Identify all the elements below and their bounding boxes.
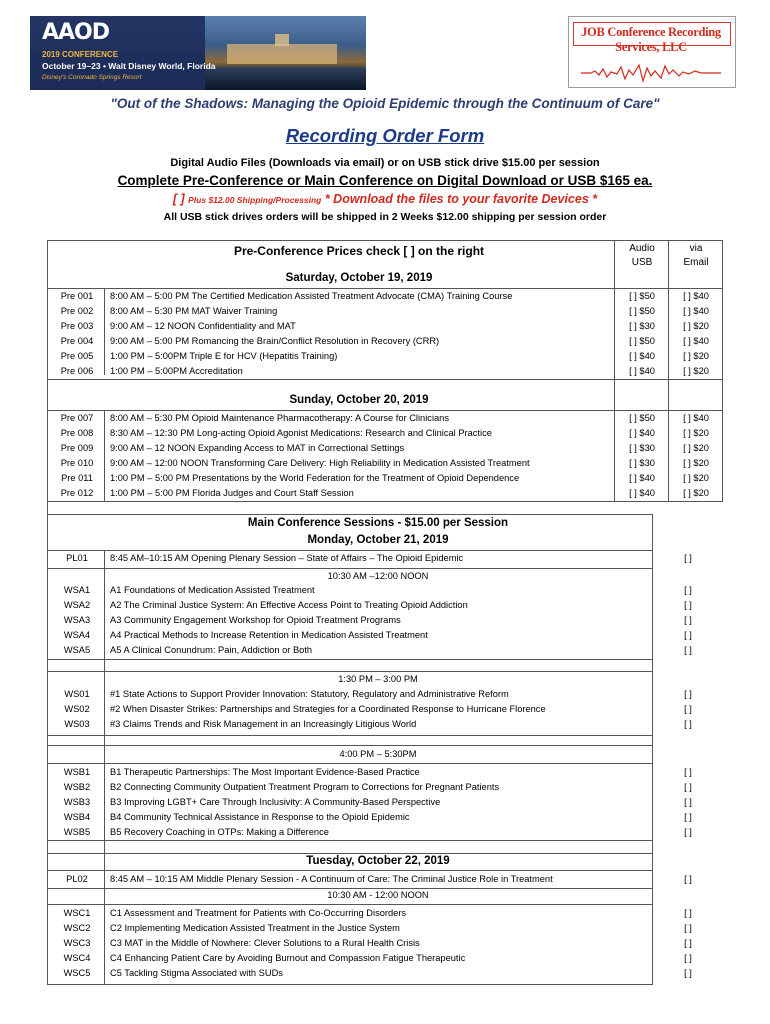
usb-price-checkbox[interactable]: [ ] $50 [629, 306, 655, 316]
session-description: 8:00 AM – 5:30 PM MAT Waiver Training [110, 306, 278, 316]
usb-price-checkbox[interactable]: [ ] $40 [629, 473, 655, 483]
session-description: A3 Community Engagement Workshop for Opioid Treatment Programs [110, 615, 401, 625]
session-description: B1 Therapeutic Partnerships: The Most Important Evidence-Based Practice [110, 767, 420, 777]
audio-usb-header: Audio USB [629, 243, 655, 268]
form-title: Recording Order Form [285, 125, 485, 146]
saturday-title: Saturday, October 19, 2019 [285, 272, 433, 284]
session-code: WSC1 [63, 908, 91, 918]
session-description: #2 When Disaster Strikes: Partnerships and Strategies for a Coordinated Response to Hurricane Florence [110, 704, 546, 714]
time-slot-header: 10:30 AM –12:00 NOON [327, 571, 429, 581]
session-description: B3 Improving LGBT+ Care Through Inclusivity: A Community-Based Perspective [110, 797, 441, 807]
session-code: Pre 011 [61, 473, 93, 483]
session-code: WSA2 [63, 600, 91, 610]
session-checkbox[interactable]: [ ] [684, 812, 692, 822]
session-checkbox[interactable]: [ ] [684, 615, 692, 625]
session-checkbox[interactable]: [ ] [684, 585, 692, 595]
usb-price-checkbox[interactable]: [ ] $30 [629, 443, 655, 453]
session-checkbox[interactable]: [ ] [684, 645, 692, 655]
usb-price-checkbox[interactable]: [ ] $50 [629, 413, 655, 423]
session-code: Pre 002 [60, 306, 94, 316]
email-price-checkbox[interactable]: [ ] $20 [683, 488, 709, 498]
usb-price-checkbox[interactable]: [ ] $50 [629, 336, 655, 346]
shipping-note: [ ] Plus $12.00 Shipping/Processing * Download the files to your favorite Devices * [172, 192, 598, 206]
complete-set-checkbox[interactable]: [ ] [172, 192, 189, 206]
session-checkbox[interactable]: [ ] [684, 938, 692, 948]
session-description: B4 Community Technical Assistance in Response to the Opioid Epidemic [110, 812, 410, 822]
sunday-title: Sunday, October 20, 2019 [289, 394, 429, 406]
audio-waveform-icon [581, 61, 721, 83]
pre-conference-header: Pre-Conference Prices check [ ] on the right [233, 244, 485, 258]
session-description: C2 Implementing Medication Assisted Treatment in the Justice System [110, 923, 400, 933]
session-checkbox[interactable]: [ ] [684, 704, 692, 714]
session-description: A5 A Clinical Conundrum: Pain, Addiction or Both [110, 645, 313, 655]
session-code: WSC4 [63, 953, 91, 963]
session-description: C3 MAT in the Middle of Nowhere: Clever Solutions to a Rural Health Crisis [110, 938, 420, 948]
usb-price-checkbox[interactable]: [ ] $40 [629, 351, 655, 361]
pricing-note: Digital Audio Files (Downloads via email) or on USB stick drive $15.00 per session [170, 157, 600, 169]
session-code: WSB5 [63, 827, 91, 837]
session-code: WSA3 [63, 615, 91, 625]
session-checkbox[interactable]: [ ] [684, 923, 692, 933]
main-conference-title: Main Conference Sessions - $15.00 per Session [247, 517, 509, 529]
session-description: 8:00 AM – 5:30 PM Opioid Maintenance Pharmacotherapy: A Course for Clinicians [110, 413, 449, 423]
session-code: WS03 [64, 719, 90, 729]
usb-price-checkbox[interactable]: [ ] $40 [629, 428, 655, 438]
session-code: Pre 005 [60, 351, 94, 361]
session-description: 8:30 AM – 12:30 PM Long-acting Opioid Agonist Medications: Research and Clinical Practice [110, 428, 492, 438]
session-description: A1 Foundations of Medication Assisted Treatment [110, 585, 315, 595]
session-code: WS02 [64, 704, 90, 714]
session-code: WSB4 [63, 812, 91, 822]
email-price-checkbox[interactable]: [ ] $20 [683, 443, 709, 453]
session-code: WSA5 [63, 645, 91, 655]
session-description: C4 Enhancing Patient Care by Avoiding Burnout and Compassion Fatigue Therapeutic [110, 953, 466, 963]
session-description: 1:00 PM – 5:00 PM Florida Judges and Court Staff Session [110, 488, 354, 498]
email-price-checkbox[interactable]: [ ] $40 [683, 291, 709, 301]
session-code: PL01 [66, 553, 88, 563]
email-price-checkbox[interactable]: [ ] $20 [683, 458, 709, 468]
via-email-header: via Email [683, 243, 709, 268]
resort-photo [205, 16, 366, 90]
session-code: Pre 010 [60, 458, 94, 468]
session-description: 9:00 AM – 12:00 NOON Transforming Care Delivery: High Reliability in Medication Assisted Treatment [110, 458, 530, 468]
vendor-logo [568, 16, 736, 88]
session-description: 9:00 AM – 12 NOON Expanding Access to MAT in Correctional Settings [110, 443, 405, 453]
conference-dates: October 19–23 • Walt Disney World, Florida [42, 61, 216, 71]
session-description: B2 Connecting Community Outpatient Treatment Program to Corrections for Pregnant Patients [110, 782, 500, 792]
email-price-checkbox[interactable]: [ ] $20 [683, 473, 709, 483]
email-price-checkbox[interactable]: [ ] $40 [683, 306, 709, 316]
session-code: WSC2 [63, 923, 91, 933]
session-checkbox[interactable]: [ ] [684, 630, 692, 640]
session-checkbox[interactable]: [ ] [684, 874, 692, 884]
session-description: #1 State Actions to Support Provider Innovation: Statutory, Regulatory and Administrative Reform [110, 689, 509, 699]
resort-name: Disney's Coronado Springs Resort [42, 74, 142, 81]
session-description: A4 Practical Methods to Increase Retention in Medication Assisted Treatment [110, 630, 428, 640]
email-price-checkbox[interactable]: [ ] $20 [683, 321, 709, 331]
email-price-checkbox[interactable]: [ ] $40 [683, 336, 709, 346]
usb-price-checkbox[interactable]: [ ] $50 [629, 291, 655, 301]
session-code: WSA1 [63, 585, 91, 595]
session-description: C1 Assessment and Treatment for Patients with Co-Occurring Disorders [110, 908, 407, 918]
session-description: 8:00 AM – 5:00 PM The Certified Medication Assisted Treatment Advocate (CMA) Training Course [110, 291, 513, 301]
conference-theme: "Out of the Shadows: Managing the Opioid Epidemic through the Continuum of Care" [110, 96, 660, 111]
session-code: WSB3 [63, 797, 91, 807]
session-code: Pre 004 [60, 336, 94, 346]
email-price-checkbox[interactable]: [ ] $20 [683, 366, 709, 376]
time-slot-header: 1:30 PM – 3:00 PM [338, 674, 418, 684]
session-code: WSB1 [63, 767, 91, 777]
session-code: WS01 [64, 689, 90, 699]
usb-price-checkbox[interactable]: [ ] $30 [629, 458, 655, 468]
session-description: 1:00 PM – 5:00PM Accreditation [110, 366, 243, 376]
email-price-checkbox[interactable]: [ ] $20 [683, 428, 709, 438]
session-description: B5 Recovery Coaching in OTPs: Making a Difference [110, 827, 329, 837]
session-code: Pre 003 [60, 321, 94, 331]
session-checkbox[interactable]: [ ] [684, 968, 692, 978]
tuesday-title: Tuesday, October 22, 2019 [306, 855, 450, 867]
session-checkbox[interactable]: [ ] [684, 600, 692, 610]
time-slot-header: 10:30 AM - 12:00 NOON [327, 890, 429, 900]
session-checkbox[interactable]: [ ] [684, 719, 692, 729]
session-checkbox[interactable]: [ ] [684, 782, 692, 792]
session-description: 8:45 AM–10:15 AM Opening Plenary Session – State of Affairs – The Opioid Epidemic [110, 553, 464, 563]
usb-price-checkbox[interactable]: [ ] $40 [629, 366, 655, 376]
vendor-name: JOB Conference Recording Services, LLC [581, 25, 721, 54]
session-description: 1:00 PM – 5:00PM Triple E for HCV (Hepatitis Training) [110, 351, 338, 361]
email-price-checkbox[interactable]: [ ] $20 [683, 351, 709, 361]
complete-set-offer: Complete Pre-Conference or Main Conference on Digital Download or USB $165 ea. [117, 173, 653, 188]
session-checkbox[interactable]: [ ] [684, 767, 692, 777]
usb-price-checkbox[interactable]: [ ] $40 [629, 488, 655, 498]
session-code: WSA4 [63, 630, 91, 640]
usb-shipping-note: All USB stick drives orders will be shipped in 2 Weeks $12.00 shipping per session order [163, 211, 607, 223]
monday-title: Monday, October 21, 2019 [307, 534, 449, 546]
email-price-checkbox[interactable]: [ ] $40 [683, 413, 709, 423]
session-code: Pre 012 [60, 488, 94, 498]
session-code: Pre 008 [60, 428, 94, 438]
session-checkbox[interactable]: [ ] [684, 953, 692, 963]
session-code: Pre 009 [60, 443, 94, 453]
session-code: Pre 006 [60, 366, 94, 376]
conference-label: 2019 CONFERENCE [42, 50, 119, 59]
session-code: WSB2 [63, 782, 91, 792]
session-checkbox[interactable]: [ ] [684, 553, 692, 563]
session-checkbox[interactable]: [ ] [684, 689, 692, 699]
session-description: 1:00 PM – 5:00 PM Presentations by the World Federation for the Treatment of Opioid Dependence [110, 473, 520, 483]
session-description: #3 Claims Trends and Risk Management in an Increasingly Litigious World [110, 719, 417, 729]
session-description: C5 Tackling Stigma Associated with SUDs [110, 968, 283, 978]
session-description: 8:45 AM – 10:15 AM Middle Plenary Session - A Continuum of Care: The Criminal Justice Role in Treatment [110, 874, 553, 884]
session-description: 9:00 AM – 5:00 PM Romancing the Brain/Conflict Resolution in Recovery (CRR) [110, 336, 440, 346]
session-code: PL02 [66, 874, 88, 884]
session-code: WSC5 [63, 968, 91, 978]
session-checkbox[interactable]: [ ] [684, 908, 692, 918]
session-description: A2 The Criminal Justice System: An Effective Access Point to Treating Opioid Addiction [110, 600, 468, 610]
session-checkbox[interactable]: [ ] [684, 827, 692, 837]
time-slot-header: 4:00 PM – 5:30PM [339, 749, 417, 759]
session-code: Pre 001 [60, 291, 94, 301]
session-code: Pre 007 [60, 413, 94, 423]
usb-price-checkbox[interactable]: [ ] $30 [629, 321, 655, 331]
session-checkbox[interactable]: [ ] [684, 797, 692, 807]
aaod-logo: AAOD [42, 20, 110, 45]
session-code: WSC3 [63, 938, 91, 948]
conference-banner [30, 16, 366, 90]
session-description: 9:00 AM – 12 NOON Confidentiality and MAT [110, 321, 296, 331]
